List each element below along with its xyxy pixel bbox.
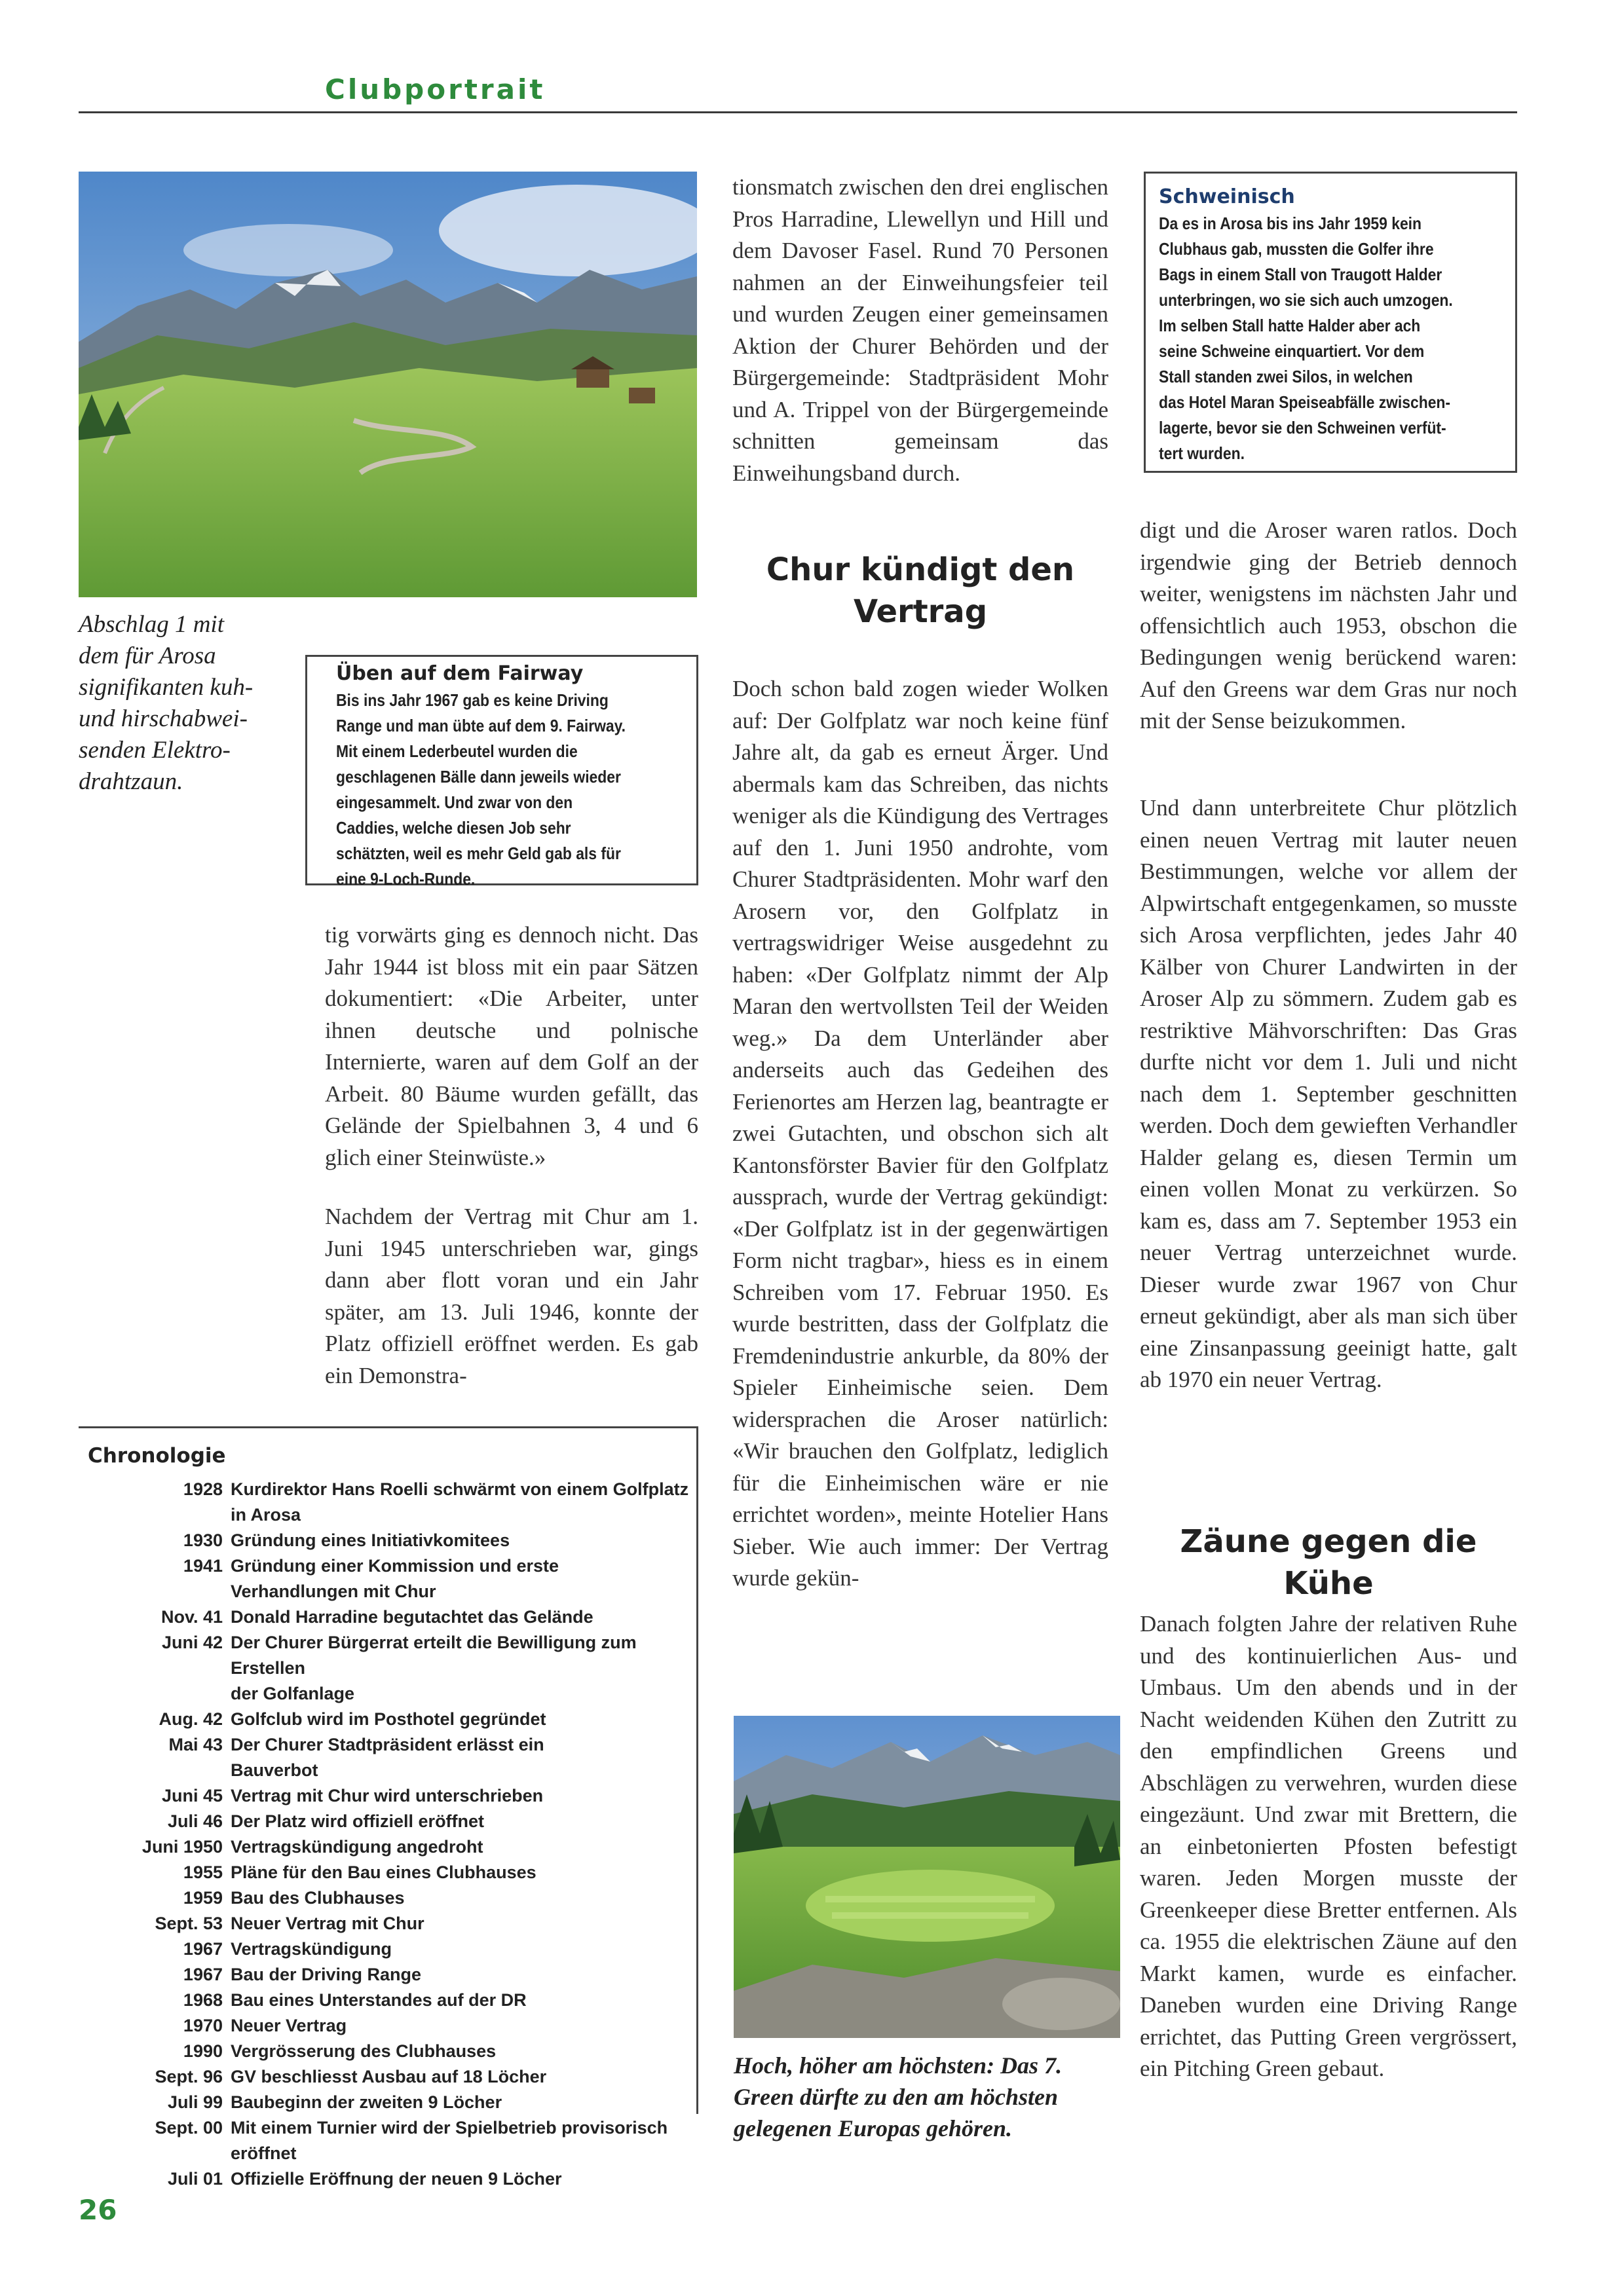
- chronology-entry: [88, 1834, 690, 1860]
- green-hole7-photo: [734, 1716, 1120, 2038]
- sidebar-box-schweinisch: [1144, 172, 1517, 473]
- chronology-text: Offizielle Eröffnung der neuen 9 Löcher: [231, 2169, 562, 2189]
- chronology-date: Juli 01: [167, 2169, 223, 2189]
- chronology-entry: [88, 1911, 690, 1936]
- box-text: Bis ins Jahr 1967 gab es keine Driving Range und man übte auf dem 9. Fairway. Mit einem Lederbeutel wurden die geschlagenen Bälle dann jeweils wieder eingesammelt. Und zwar von den Caddies, welche diesen Job sehr schätzten, weil es mehr Geld gab als für eine 9-Loch-Runde.: [336, 690, 626, 889]
- chronology-date: 1968: [183, 1990, 223, 2010]
- chronology-text: Der Churer Stadtpräsident erlässt ein Bauverbot: [231, 1735, 544, 1780]
- photo-caption-green7: Hoch, höher am höchsten: Das 7. Green dürfte zu den am höchsten gelegenen Europas gehören.: [734, 2052, 1063, 2141]
- chronology-entry: [88, 1604, 690, 1630]
- chronology-date: Sept. 53: [155, 1914, 223, 1933]
- chronology-date: Juni 45: [161, 1786, 223, 1805]
- subheading-zaeune: Zäune gegen die Kühe: [1180, 1523, 1477, 1602]
- article-col2-paragraph-2: Doch schon bald zogen wieder Wolken auf: Der Golfplatz war noch keine fünf Jahre alt, da gab es erneut Ärger. Und abermals kam das Schreiben, das nichts weniger als die Kündigung des Vertrages auf den 1. Juni 1950 androhte, vom Churer Stadtpräsidenten. Mohr warf den Arosern vor, den Golfplatz in vertragswidriger Weise ausgedehnt zu haben: «Der Golfplatz nimmt der Alp Maran den wertvollsten Teil der Weiden weg.» Da dem Unterländer aber anderseits auch das Gedeihen des Ferienortes am Herzen lag, beantragte er zwei Gutachten, und obschon sich alt Kantonsförster Bavier für den Golfplatz aussprach, wurde der Vertrag gekündigt: «Der Golfplatz ist in der gegenwärtigen Form nicht tragbar», hiess es in einem Schreiben vom 17. Februar 1950. Es wurde bestritten, dass der Golfplatz die Fremdenindustrie ankurble, da 80% der Spieler Einheimische seien. Dem widersprachen die Aroser natürlich: «Wir brauchen den Golfplatz, lediglich für die Einheimischen wäre er nie errichtet worden», meinte Hotelier Hans Sieber. Wie auch immer: Der Vertrag wurde gekün-: [732, 676, 1108, 1591]
- chronology-text: Pläne für den Bau eines Clubhauses: [231, 1862, 537, 1882]
- chronology-entry: [88, 2166, 690, 2192]
- chronology-date: 1990: [183, 2041, 223, 2061]
- chronology-text: Vergrösserung des Clubhauses: [231, 2041, 497, 2061]
- chronology-text: Baubeginn der zweiten 9 Löcher: [231, 2092, 502, 2112]
- chronology-date: Sept. 96: [155, 2067, 223, 2086]
- chronology-date: 1930: [183, 1530, 223, 1550]
- chronology-text: Gründung einer Kommission und erste Verhandlungen mit Chur: [231, 1556, 559, 1601]
- chronology-date: 1959: [183, 1888, 223, 1908]
- chronology-text: Golfclub wird im Posthotel gegründet: [231, 1709, 546, 1729]
- box-title: Schweinisch: [1159, 185, 1295, 208]
- chronology-entry: [88, 1477, 690, 1528]
- article-col2-paragraph-1: tionsmatch zwischen den drei englischen Pros Harradine, Llewellyn und Hill und dem Davoser Fasel. Rund 70 Personen nahmen an der Einweihungsfeier teil und wurden Zeugen einer gemeinsamen Aktion der Churer Behörden und der Bürgergemeinde: Stadtpräsident Mohr und A. Trippel von der Bürgergemeinde schnitten gemeinsam das Einweihungsband durch.: [732, 174, 1108, 486]
- chronology-date: Juni 42: [161, 1633, 223, 1652]
- chronology-entry: [88, 1707, 690, 1732]
- chronology-text: Mit einem Turnier wird der Spielbetrieb provisorisch eröffnet: [231, 2118, 668, 2163]
- chronology-entry: [88, 2013, 690, 2039]
- chronology-text: Neuer Vertrag: [231, 2016, 347, 2035]
- chronology-entry: [88, 1962, 690, 1988]
- chronology-text: Bau der Driving Range: [231, 1965, 422, 1984]
- chronology-entry: [88, 1732, 690, 1783]
- chronology-text: Der Churer Bürgerrat erteilt die Bewilligung zum Erstellen der Golfanlage: [231, 1633, 637, 1703]
- chronology-title: Chronologie: [88, 1444, 226, 1468]
- chronology-text: Bau eines Unterstandes auf der DR: [231, 1990, 527, 2010]
- article-col3-paragraph-1: digt und die Aroser waren ratlos. Doch irgendwie ging der Betrieb dennoch weiter, wenigstens im nächsten Jahr und offensichtlich auch 1953, obschon die Bedingungen wenig berückend waren: Auf den Greens war dem Gras nur noch mit der Sense beizukommen.: [1140, 517, 1517, 733]
- chronology-text: Gründung eines Initiativkomitees: [231, 1530, 510, 1550]
- article-col3-paragraph-2: Und dann unterbreitete Chur plötzlich einen neuen Vertrag mit lauter neuen Bestimmungen, welche vor allem der Alpwirtschaft entgegenkamen, so musste sich Arosa verpflichten, jedes Jahr 40 Kälber von Churer Landwirten in der Aroser Alp zu sömmern. Zudem gab es restriktive Mähvorschriften: Das Gras durfte nicht vor dem 1. Juli und nicht nach dem 1. September geschnitten werden. Doch dem gewieften Verhandler Halder gelang es, diesen Termin um einen vollen Monat zu verkürzen. So kam es, dass am 7. September 1953 ein neuer Vertrag unterzeichnet wurde. Dieser wurde zwar 1967 von Chur erneut gekündigt, aber als man sich über eine Zinsanpassung geeinigt hatte, galt ab 1970 ein neuer Vertrag.: [1140, 795, 1517, 1392]
- chronology-date: Juli 99: [167, 2092, 223, 2112]
- chronology-date: Mai 43: [168, 1735, 223, 1754]
- page-number: 26: [79, 2194, 117, 2226]
- chronology-list: [88, 1477, 690, 2192]
- photo-caption-tee1: Abschlag 1 mit dem für Arosa signifikanten kuh- und hirschabwei- senden Elektro- drahtzaun.: [79, 611, 254, 795]
- chronology-date: Juli 46: [167, 1811, 223, 1831]
- section-title: Clubportrait: [325, 73, 546, 105]
- chronology-date: Sept. 00: [155, 2118, 223, 2138]
- chronology-entry: [88, 1860, 690, 1885]
- chronology-box: [79, 1426, 698, 2189]
- chronology-date: 1970: [183, 2016, 223, 2035]
- chronology-entry: [88, 1783, 690, 1809]
- chronology-text: Vertrag mit Chur wird unterschrieben: [231, 1786, 544, 1805]
- chronology-text: Bau des Clubhauses: [231, 1888, 405, 1908]
- chronology-text: Neuer Vertrag mit Chur: [231, 1914, 424, 1933]
- chronology-date: Aug. 42: [159, 1709, 223, 1729]
- chronology-text: Vertragskündigung: [231, 1939, 392, 1959]
- chronology-date: 1955: [183, 1862, 223, 1882]
- chronology-entry: [88, 1885, 690, 1911]
- chronology-date: Nov. 41: [160, 1607, 223, 1627]
- chronology-entry: [88, 1988, 690, 2013]
- chronology-date: 1928: [183, 1479, 223, 1499]
- article-col1-paragraph-1: tig vorwärts ging es dennoch nicht. Das Jahr 1944 ist bloss mit ein paar Sätzen dokumentiert: «Die Arbeiter, unter ihnen deutsche und polnische Internierte, waren auf dem Golf an der Arbeit. 80 Bäume wurden gefällt, das Gelände der Spielbahnen 3, 4 und 6 glich einer Steinwüste.»: [325, 922, 698, 1170]
- chronology-entry: [88, 2064, 690, 2090]
- chronology-entry: [88, 2090, 690, 2115]
- chronology-entry: [88, 1936, 690, 1962]
- chronology-date: 1967: [183, 1939, 223, 1959]
- box-title: Üben auf dem Fairway: [336, 662, 584, 685]
- chronology-entry: [88, 2115, 690, 2166]
- chronology-text: Vertragskündigung angedroht: [231, 1837, 483, 1857]
- chronology-text: Donald Harradine begutachtet das Gelände: [231, 1607, 593, 1627]
- article-col1-paragraph-2: Nachdem der Vertrag mit Chur am 1. Juni 1945 unterschrieben war, gings dann aber flott voran und ein Jahr später, am 13. Juli 1946, konnte der Platz offiziell eröffnet werden. Es gab ein Demonstra-: [325, 1204, 698, 1388]
- chronology-text: Der Platz wird offiziell eröffnet: [231, 1811, 485, 1831]
- subheading-chur-kuendigt: Chur kündigt den Vertrag: [766, 551, 1075, 630]
- chronology-entry: [88, 1809, 690, 1834]
- chronology-entry: [88, 1630, 690, 1707]
- chronology-date: 1941: [183, 1556, 223, 1576]
- chronology-entry: [88, 1528, 690, 1553]
- chronology-date: 1967: [183, 1965, 223, 1984]
- header-rule: [79, 111, 1517, 113]
- chronology-entry: [88, 1553, 690, 1604]
- chronology-entry: [88, 2039, 690, 2064]
- sidebar-box-fairway: [305, 655, 698, 889]
- box-text: Da es in Arosa bis ins Jahr 1959 kein Clubhaus gab, mussten die Golfer ihre Bags in einem Stall von Traugott Halder unterbringen, wo sie sich auch umzogen. Im selben Stall hatte Halder aber ach seine Schweine einquartiert. Vor dem Stall standen zwei Silos, in welchen das Hotel Maran Speiseabfälle zwischen- lagerte, bevor sie den Schweinen verfüt- tert wurden.: [1159, 213, 1453, 463]
- article-col3-paragraph-3: Danach folgten Jahre der relativen Ruhe und des kontinuierlichen Aus- und Umbaus. Um den abends und in der Nacht weidenden Kühen den Zutritt zu den empfindlichen Greens und Abschlägen zu verwehren, wurden diese eingezäunt. Und zwar mit Brettern, die an einbetonierten Pfosten befestigt waren. Jeden Morgen musste der Greenkeeper diese Bretter entfernen. Als ca. 1955 die elektrischen Zäune auf den Markt kamen, wurde es einfacher. Daneben wurden eine Driving Range errichtet, das Putting Green vergrössert, ein Pitching Green gebaut.: [1140, 1611, 1517, 2081]
- chronology-text: GV beschliesst Ausbau auf 18 Löcher: [231, 2067, 547, 2086]
- chronology-text: Kurdirektor Hans Roelli schwärmt von einem Golfplatz in Arosa: [231, 1479, 689, 1525]
- alpine-landscape-photo: [79, 172, 697, 597]
- chronology-date: Juni 1950: [141, 1837, 223, 1857]
